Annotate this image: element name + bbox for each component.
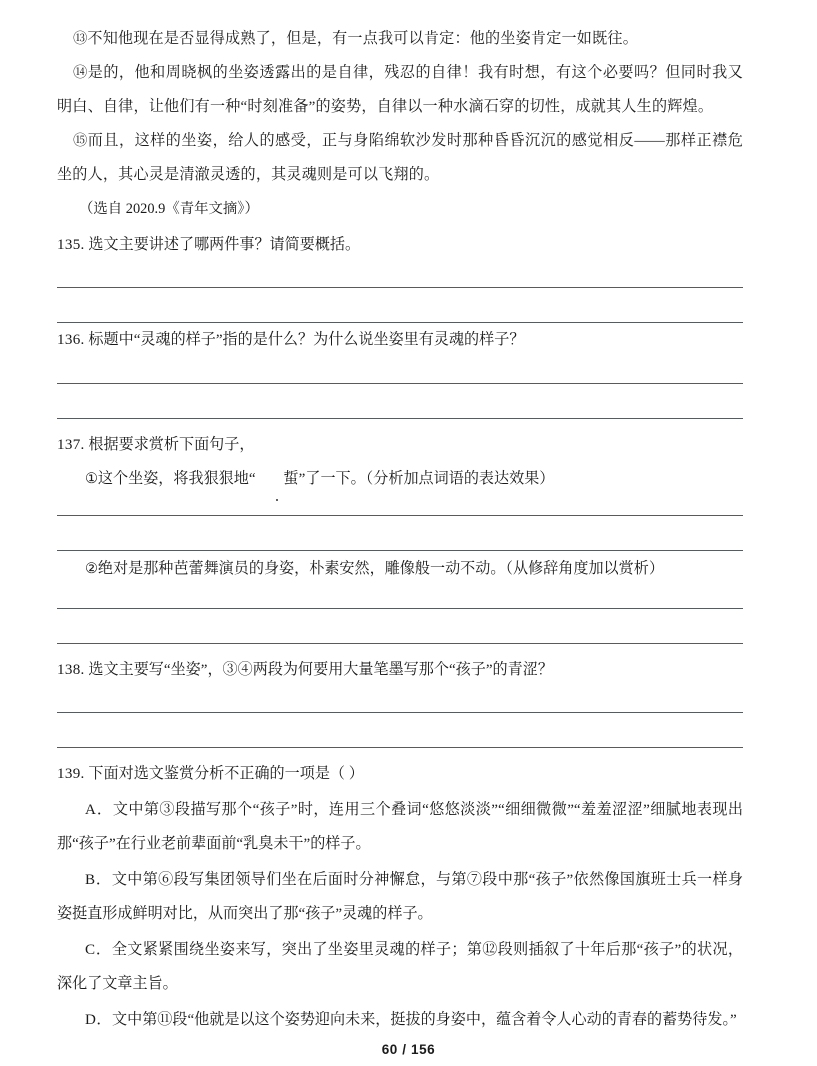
question-136 bbox=[57, 323, 743, 357]
paragraph-14 bbox=[57, 56, 743, 124]
paragraph-15-text bbox=[57, 124, 743, 192]
paragraph-marker-14: ⑭ bbox=[73, 65, 88, 81]
option-c-label: C． bbox=[85, 942, 112, 958]
paragraph-14-body: 是的，他和周晓枫的坐姿透露出的是自律，残忍的自律！我有时想，有这个必要吗？但同时我又明白、自律，让他们有一种“时刻准备”的姿势，自律以一种水滴石穿的切性，成就其人生的辉煌。 bbox=[57, 65, 743, 115]
subitem-2-body: 绝对是那种芭蕾舞演员的身姿，朴素安然，雕像般一动不动。（从修辞角度加以赏析） bbox=[97, 561, 664, 577]
subitem-1-before: 这个坐姿，将我狠狠地“ bbox=[97, 471, 256, 487]
option-b-label: B． bbox=[85, 872, 112, 888]
emphasis-char: 蜇 bbox=[256, 462, 299, 496]
option-d-label: D． bbox=[85, 1012, 112, 1028]
answer-line[interactable] bbox=[57, 287, 743, 288]
option-d bbox=[57, 1003, 743, 1037]
paragraph-15 bbox=[57, 124, 743, 192]
answer-line[interactable] bbox=[57, 643, 743, 644]
subitem-marker-1: ① bbox=[85, 471, 98, 487]
question-137-subitem-2-block bbox=[57, 552, 743, 586]
page-number: 60 / 156 bbox=[381, 1042, 436, 1057]
paragraph-13 bbox=[57, 22, 743, 56]
paragraph-13-text bbox=[57, 22, 743, 56]
option-b bbox=[57, 863, 743, 931]
question-137 bbox=[57, 428, 743, 496]
option-a bbox=[57, 793, 743, 861]
question-135 bbox=[57, 228, 743, 262]
question-139-number: 139. bbox=[57, 766, 85, 782]
question-139-body: 下面对选文鉴赏分析不正确的一项是（ ） bbox=[88, 766, 364, 782]
option-c-body: 全文紧紧围绕坐姿来写，突出了坐姿里灵魂的样子；第⑫段则插叙了十年后那“孩子”的状况，深化了文章主旨。 bbox=[57, 942, 743, 992]
source-note bbox=[57, 192, 743, 226]
question-138-number: 138. bbox=[57, 662, 85, 678]
option-a-body: 文中第③段描写那个“孩子”时，连用三个叠词“悠悠淡淡”“细细微微”“羞羞涩涩”细腻地表现出那“孩子”在行业老前辈面前“乳臭未干”的样子。 bbox=[57, 802, 743, 852]
paragraph-14-text bbox=[57, 56, 743, 124]
question-135-text bbox=[57, 228, 743, 262]
question-138-text bbox=[57, 653, 743, 687]
question-138 bbox=[57, 653, 743, 687]
question-137-number: 137. bbox=[57, 437, 85, 453]
answer-line[interactable] bbox=[57, 747, 743, 748]
paragraph-13-body: 不知他现在是否显得成熟了，但是，有一点我可以肯定：他的坐姿肯定一如既往。 bbox=[87, 31, 638, 47]
question-136-body: 标题中“灵魂的样子”指的是什么？为什么说坐姿里有灵魂的样子？ bbox=[88, 332, 525, 348]
question-135-body: 选文主要讲述了哪两件事？请简要概括。 bbox=[88, 237, 361, 253]
question-136-text bbox=[57, 323, 743, 357]
subitem-1-after: ”了一下。（分析加点词语的表达效果） bbox=[298, 471, 555, 487]
question-137-subitem-1 bbox=[57, 462, 743, 496]
answer-line[interactable] bbox=[57, 515, 743, 516]
question-139 bbox=[57, 757, 743, 1037]
option-a-label: A． bbox=[85, 802, 113, 818]
question-137-body: 根据要求赏析下面句子， bbox=[88, 437, 255, 453]
question-137-subitem-2 bbox=[57, 552, 743, 586]
answer-line[interactable] bbox=[57, 550, 743, 551]
page-footer bbox=[0, 1042, 817, 1057]
paragraph-marker-15: ⑮ bbox=[73, 133, 88, 149]
answer-line[interactable] bbox=[57, 608, 743, 609]
question-137-text bbox=[57, 428, 743, 462]
answer-line[interactable] bbox=[57, 383, 743, 384]
paragraph-15-body: 而且，这样的坐姿，给人的感受，正与身陷绵软沙发时那种昏昏沉沉的感觉相反——那样正襟危坐的人，其心灵是清澈灵透的，其灵魂则是可以飞翔的。 bbox=[57, 133, 743, 183]
paragraph-marker-13: ⑬ bbox=[73, 31, 88, 47]
answer-line[interactable] bbox=[57, 418, 743, 419]
option-d-body: 文中第⑪段“他就是以这个姿势迎向未来，挺拔的身姿中，蕴含着令人心动的青春的蓄势待发。” bbox=[112, 1012, 737, 1028]
question-135-number: 135. bbox=[57, 237, 85, 253]
subitem-marker-2: ② bbox=[85, 561, 98, 577]
question-136-number: 136. bbox=[57, 332, 85, 348]
source-note-text: （选自 2020.9《青年文摘》） bbox=[79, 201, 259, 217]
question-138-body: 选文主要写“坐姿”，③④两段为何要用大量笔墨写那个“孩子”的青涩？ bbox=[88, 662, 553, 678]
option-b-body: 文中第⑥段写集团领导们坐在后面时分神懈怠，与第⑦段中那“孩子”依然像国旗班士兵一样身姿挺直形成鲜明对比，从而突出了那“孩子”灵魂的样子。 bbox=[57, 872, 743, 922]
question-139-text bbox=[57, 757, 743, 791]
answer-line[interactable] bbox=[57, 712, 743, 713]
option-c bbox=[57, 933, 743, 1001]
